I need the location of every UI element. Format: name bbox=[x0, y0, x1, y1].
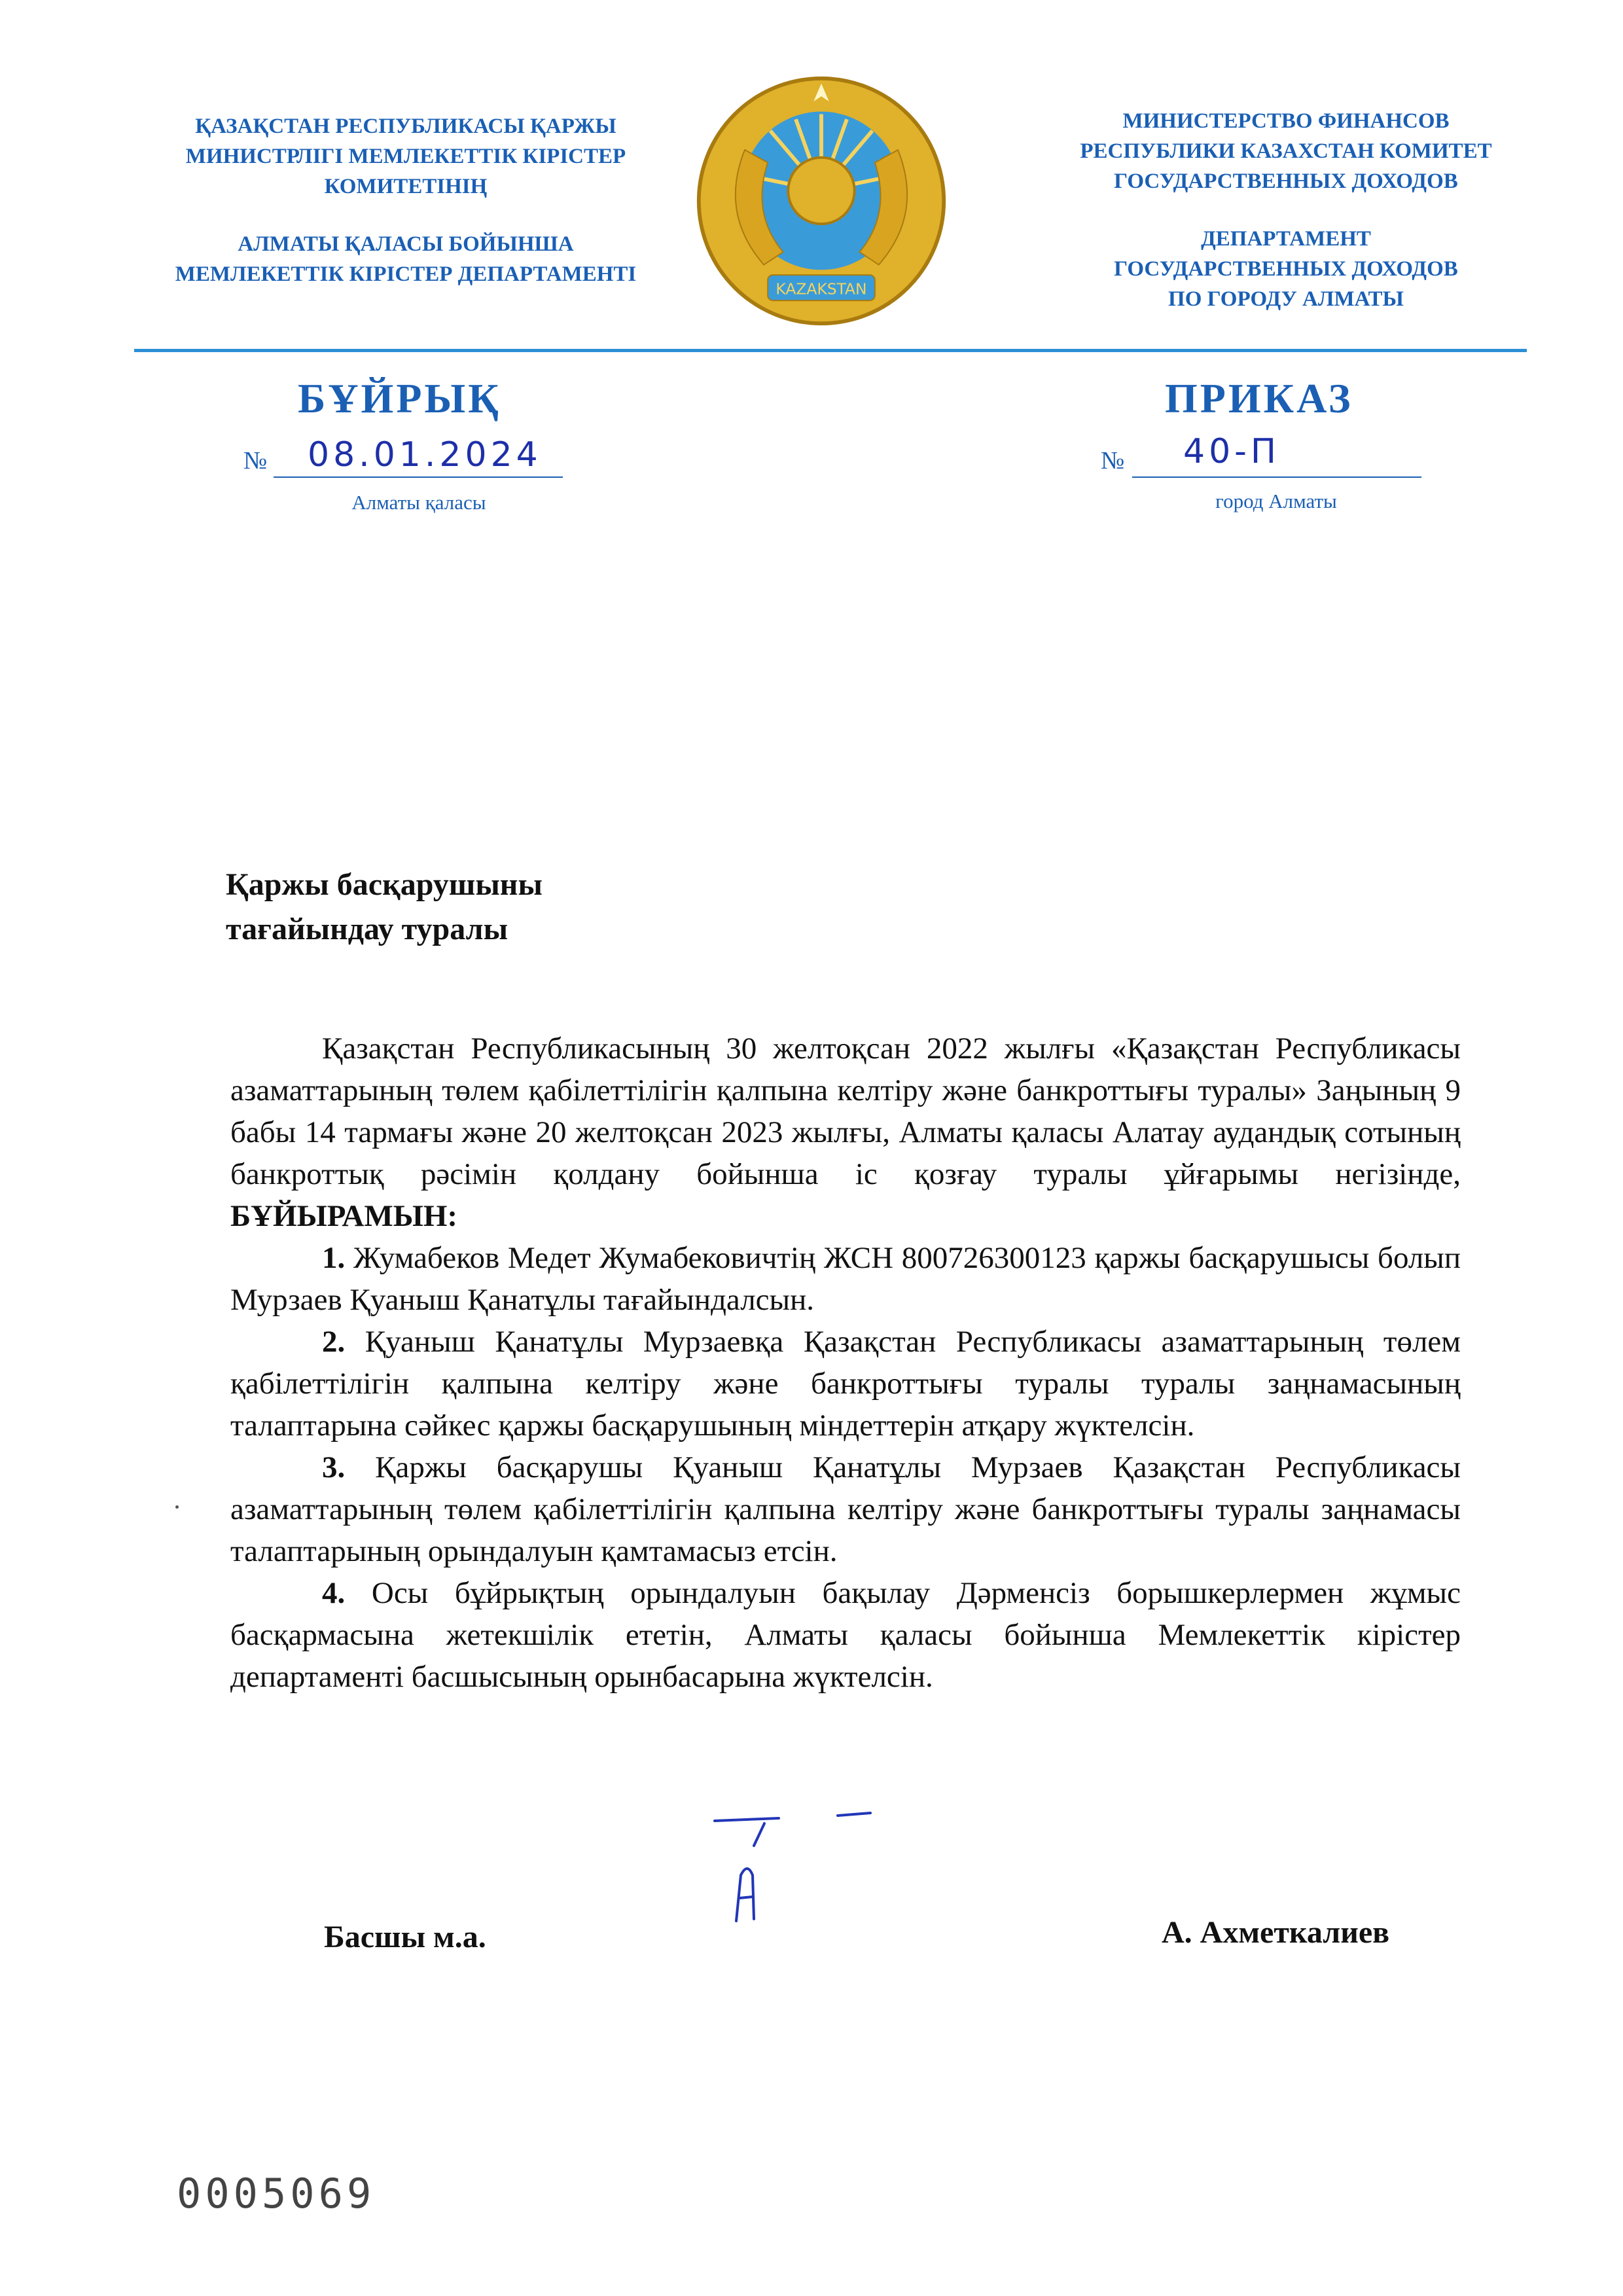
city-kz: Алматы қаласы bbox=[351, 491, 486, 514]
header-kz bbox=[118, 111, 694, 289]
item-text: Қаржы басқарушы Қуаныш Қанатұлы Мурзаев Қазақстан Республикасы азаматтарының төлем қабілеттілігін қалпына келтіру және банкроттығы туралы заңнамасы талаптарының орындалуын қамтамасыз етсін. bbox=[230, 1450, 1461, 1568]
number-line-kz bbox=[274, 476, 563, 478]
item-number: 1. bbox=[322, 1241, 346, 1275]
order-item bbox=[230, 1446, 1461, 1572]
item-text: Қуаныш Қанатұлы Мурзаевқа Қазақстан Республикасы азаматтарының төлем қабілеттілігін қалпына келтіру және банкроттығы туралы туралы заңнамасының талаптарына сәйкес қаржы басқарушының міндеттерін атқару жүктелсін. bbox=[230, 1325, 1461, 1443]
item-text: Осы бұйрықтың орындалуын бақылау Дәрменсіз борышкерлермен жұмыс басқармасына жетекшілік ететін, Алматы қаласы бойынша Мемлекеттік кірістер департаменті басшысының орынбасарына жүктелсін. bbox=[230, 1576, 1461, 1694]
order-item bbox=[230, 1321, 1461, 1446]
header-ru-line: ГОСУДАРСТВЕННЫХ ДОХОДОВ bbox=[1114, 170, 1458, 193]
doc-title-ru: ПРИКАЗ bbox=[1165, 375, 1353, 422]
header-kz-dept-line: МЕМЛЕКЕТТІК КІРІСТЕР ДЕПАРТАМЕНТІ bbox=[175, 262, 637, 286]
header-ru bbox=[991, 106, 1580, 314]
signature-title: Басшы м.а. bbox=[324, 1920, 486, 1954]
state-emblem-icon bbox=[694, 73, 949, 329]
header-divider bbox=[134, 349, 1527, 352]
item-number: 2. bbox=[322, 1325, 346, 1359]
subject-line: Қаржы басқарушыны bbox=[226, 867, 543, 902]
intro-paragraph bbox=[230, 1028, 1461, 1237]
header-kz-dept-line: АЛМАТЫ ҚАЛАСЫ БОЙЫНША bbox=[238, 232, 574, 256]
order-word: БҰЙЫРАМЫН: bbox=[230, 1199, 458, 1233]
number-sign-ru: № bbox=[1101, 447, 1125, 475]
item-number: 4. bbox=[322, 1576, 346, 1610]
intro-text: Қазақстан Республикасының 30 желтоқсан 2022 жылғы «Қазақстан Республикасы азаматтарының төлем қабілеттілігін қалпына келтіру және банкроттығы туралы» Заңының 9 бабы 14 тармағы және 20 желтоқсан 2023 жылғы, Алматы қаласы Алатау аудандық сотының банкроттық рәсімін қолдану бойынша іс қозғау туралы ұйғарымы негізінде, bbox=[230, 1031, 1461, 1191]
header-ru-dept-line: ПО ГОРОДУ АЛМАТЫ bbox=[1168, 287, 1404, 311]
order-body bbox=[230, 1028, 1461, 1698]
header-kz-line: ҚАЗАҚСТАН РЕСПУБЛИКАСЫ ҚАРЖЫ bbox=[195, 115, 616, 138]
subject bbox=[226, 863, 543, 952]
subject-line: тағайындау туралы bbox=[226, 912, 508, 946]
handwritten-signature-mark bbox=[707, 1806, 903, 1937]
header-kz-line: МИНИСТРЛІГІ МЕМЛЕКЕТТІК КІРІСТЕР bbox=[185, 145, 626, 168]
doc-title-kz: БҰЙРЫҚ bbox=[298, 375, 501, 422]
scan-speck bbox=[175, 1505, 179, 1509]
serial-number: 0005069 bbox=[177, 2170, 376, 2217]
order-item bbox=[230, 1237, 1461, 1321]
header-ru-line: МИНИСТЕРСТВО ФИНАНСОВ bbox=[1122, 109, 1450, 133]
number-sign-kz: № bbox=[243, 447, 268, 475]
header-ru-dept-line: ГОСУДАРСТВЕННЫХ ДОХОДОВ bbox=[1114, 257, 1458, 281]
header-kz-line: КОМИТЕТІНІҢ bbox=[324, 175, 488, 198]
signature-name: А. Ахметкалиев bbox=[1162, 1915, 1390, 1950]
city-ru: город Алматы bbox=[1215, 490, 1337, 512]
item-text: Жумабеков Медет Жумабековичтің ЖСН 800726300123 қаржы басқарушысы болып Мурзаев Қуаныш Қанатұлы тағайындалсын. bbox=[230, 1241, 1461, 1317]
handwritten-number-ru: 40-П bbox=[1183, 432, 1281, 471]
header-ru-dept-line: ДЕПАРТАМЕНТ bbox=[1201, 227, 1371, 251]
number-line-ru bbox=[1132, 476, 1421, 478]
emblem-label: KAZAKSTAN bbox=[776, 279, 867, 298]
order-item bbox=[230, 1572, 1461, 1698]
header-ru-line: РЕСПУБЛИКИ КАЗАХСТАН КОМИТЕТ bbox=[1080, 139, 1492, 163]
handwritten-number-kz: 08.01.2024 bbox=[308, 435, 542, 475]
item-number: 3. bbox=[322, 1450, 346, 1484]
